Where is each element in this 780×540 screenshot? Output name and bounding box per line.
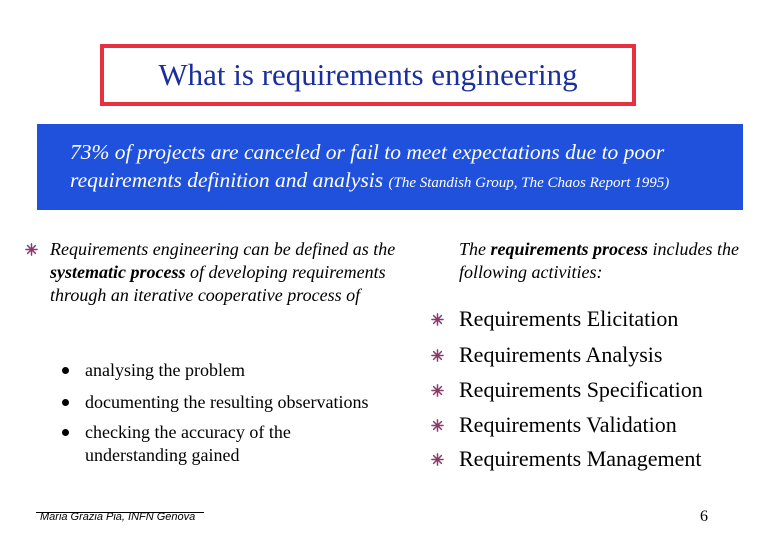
- flower-bullet-icon: [25, 243, 38, 256]
- sub-item-text: checking the accuracy of the understanding gained: [85, 422, 291, 465]
- title-box: [100, 44, 636, 106]
- flower-bullet-icon: [431, 419, 444, 432]
- activity-item: Requirements Analysis: [459, 342, 663, 367]
- activity-item: Requirements Elicitation: [459, 306, 679, 331]
- flower-bullet-icon: [431, 349, 444, 362]
- flower-bullet-icon: [431, 384, 444, 397]
- footer-author: Maria Grazia Pia, INFN Genova: [40, 511, 196, 523]
- right-intro-bold: requirements process: [490, 239, 648, 259]
- right-intro-post: includes the following activities:: [459, 239, 739, 282]
- left-intro-bold: systematic process: [50, 262, 186, 282]
- right-intro-pre: The: [459, 239, 491, 259]
- banner-citation: (The Standish Group, The Chaos Report 1995): [388, 175, 670, 191]
- slide-title: What is requirements engineering: [158, 57, 578, 92]
- left-intro-post: of developing requirements through an iterative cooperative process of: [50, 262, 386, 305]
- left-intro: [50, 238, 420, 307]
- activity-item: Requirements Validation: [459, 412, 677, 437]
- dot-bullet-icon: [62, 399, 69, 406]
- page-number: 6: [700, 508, 708, 525]
- dot-bullet-icon: [62, 429, 69, 436]
- left-intro-pre: Requirements engineering can be defined as the: [50, 239, 396, 259]
- activity-item: Requirements Management: [459, 446, 702, 471]
- quote-banner: [37, 124, 743, 210]
- sub-item-text: analysing the problem: [85, 360, 245, 380]
- activity-item: Requirements Specification: [459, 377, 703, 402]
- banner-quote: 73% of projects are canceled or fail to meet expectations due to poor requirements definition and analysis: [70, 140, 665, 192]
- flower-bullet-icon: [431, 453, 444, 466]
- right-intro: [459, 238, 759, 284]
- flower-bullet-icon: [431, 313, 444, 326]
- dot-bullet-icon: [62, 367, 69, 374]
- sub-item-text: documenting the resulting observations: [85, 392, 369, 412]
